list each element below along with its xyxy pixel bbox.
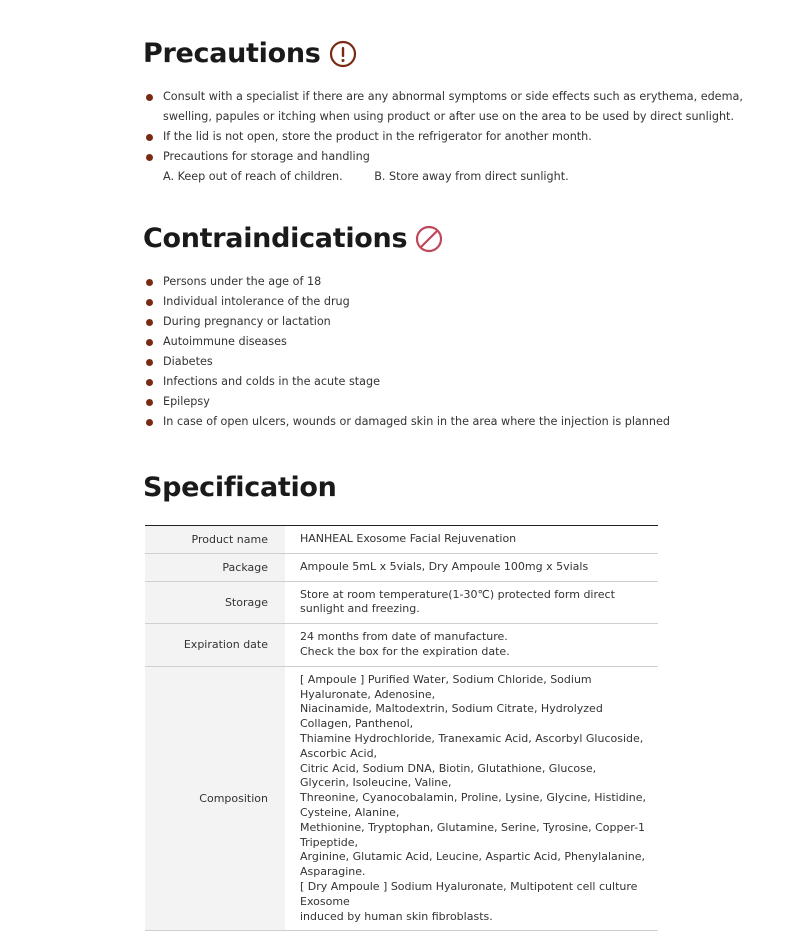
specification-title: Specification <box>143 472 337 503</box>
sub-item-a: A. Keep out of reach of children. <box>163 170 343 183</box>
table-row <box>145 624 658 667</box>
bullet-dot <box>146 154 153 161</box>
bullet-dot <box>146 134 153 141</box>
list-item <box>143 332 670 352</box>
contraindications-heading <box>143 223 443 254</box>
list-item <box>143 272 670 292</box>
list-item <box>143 352 670 372</box>
bullet-dot <box>146 419 153 426</box>
list-item <box>143 127 743 147</box>
spec-value-line: Ampoule 5mL x 5vials, Dry Ampoule 100mg x 5vials <box>300 559 589 573</box>
list-item-text: Individual intolerance of the drug <box>163 295 350 308</box>
specification-heading <box>143 472 337 503</box>
spec-value <box>285 666 658 931</box>
list-item <box>143 392 670 412</box>
list-item <box>143 87 743 127</box>
table-row <box>145 553 658 581</box>
spec-value-line: Check the box for the expiration date. <box>300 644 510 658</box>
table-row <box>145 581 658 624</box>
bullet-dot <box>146 279 153 286</box>
list-item-text: Persons under the age of 18 <box>163 275 322 288</box>
list-item-text: In case of open ulcers, wounds or damaged skin in the area where the injection is planned <box>163 415 670 428</box>
exclamation-circle-icon <box>329 40 357 68</box>
bullet-dot <box>146 399 153 406</box>
precautions-title: Precautions <box>143 38 321 69</box>
list-item-text: Infections and colds in the acute stage <box>163 375 381 388</box>
bullet-dot <box>146 299 153 306</box>
list-item-text: Autoimmune diseases <box>163 335 287 348</box>
list-item-text: swelling, papules or itching when using product or after use on the area to be used by direct sunlight. <box>163 110 734 123</box>
bullet-dot <box>146 339 153 346</box>
specification-table <box>145 525 658 931</box>
spec-value-line: [ Dry Ampoule ] Sodium Hyaluronate, Multipotent cell culture Exosome <box>300 879 638 908</box>
list-item <box>143 412 670 432</box>
spec-label: Product name <box>145 526 285 554</box>
list-item <box>143 312 670 332</box>
bullet-dot <box>146 94 153 101</box>
prohibited-icon <box>415 225 443 253</box>
spec-value <box>285 624 658 667</box>
table-row <box>145 666 658 931</box>
spec-value-line: Arginine, Glutamic Acid, Leucine, Aspartic Acid, Phenylalanine, Asparagine. <box>300 850 646 879</box>
spec-label: Expiration date <box>145 624 285 667</box>
spec-value-line: Store at room temperature(1-30℃) protected form direct sunlight and freezing. <box>300 587 615 616</box>
spec-value <box>285 553 658 581</box>
spec-value-line: Threonine, Cyanocobalamin, Proline, Lysine, Glycine, Histidine, Cysteine, Alanine, <box>300 791 646 819</box>
spec-value-line: induced by human skin fibroblasts. <box>300 909 493 923</box>
bullet-dot <box>146 319 153 326</box>
list-item-text: Epilepsy <box>163 395 210 408</box>
list-item-text: Diabetes <box>163 355 213 368</box>
list-item-text: During pregnancy or lactation <box>163 315 331 328</box>
spec-value-line: Methionine, Tryptophan, Glutamine, Serine, Tyrosine, Copper-1 Tripeptide, <box>300 820 646 849</box>
list-item-text: Precautions for storage and handling <box>163 150 370 163</box>
list-item <box>143 147 743 187</box>
spec-value-line: Niacinamide, Maltodextrin, Sodium Citrate, Hydrolyzed Collagen, Panthenol, <box>300 702 603 731</box>
spec-value-line: [ Ampoule ] Purified Water, Sodium Chloride, Sodium Hyaluronate, Adenosine, <box>300 672 592 701</box>
spec-value-line: Thiamine Hydrochloride, Tranexamic Acid, Ascorbyl Glucoside, Ascorbic Acid, <box>300 731 644 760</box>
list-item <box>143 372 670 392</box>
list-item <box>143 292 670 312</box>
contraindications-list <box>143 272 670 432</box>
storage-sublist <box>163 167 743 187</box>
sub-item-b: B. Store away from direct sunlight. <box>374 170 569 183</box>
table-row <box>145 526 658 554</box>
precautions-heading <box>143 38 357 69</box>
spec-label: Composition <box>145 666 285 931</box>
bullet-dot <box>146 379 153 386</box>
spec-value-line: 24 months from date of manufacture. <box>300 630 508 644</box>
list-item-text: If the lid is not open, store the product in the refrigerator for another month. <box>163 130 592 143</box>
spec-value-line: HANHEAL Exosome Facial Rejuvenation <box>300 532 517 545</box>
list-item-text: Consult with a specialist if there are any abnormal symptoms or side effects such as erythema, edema, <box>163 90 743 103</box>
spec-value <box>285 526 658 554</box>
spec-label: Package <box>145 553 285 581</box>
bullet-dot <box>146 359 153 366</box>
contraindications-title: Contraindications <box>143 223 408 254</box>
spec-label: Storage <box>145 581 285 624</box>
spec-value-line: Citric Acid, Sodium DNA, Biotin, Glutathione, Glucose, Glycerin, Isoleucine, Valine, <box>300 761 597 790</box>
precautions-list <box>143 87 743 187</box>
spec-value <box>285 581 658 624</box>
